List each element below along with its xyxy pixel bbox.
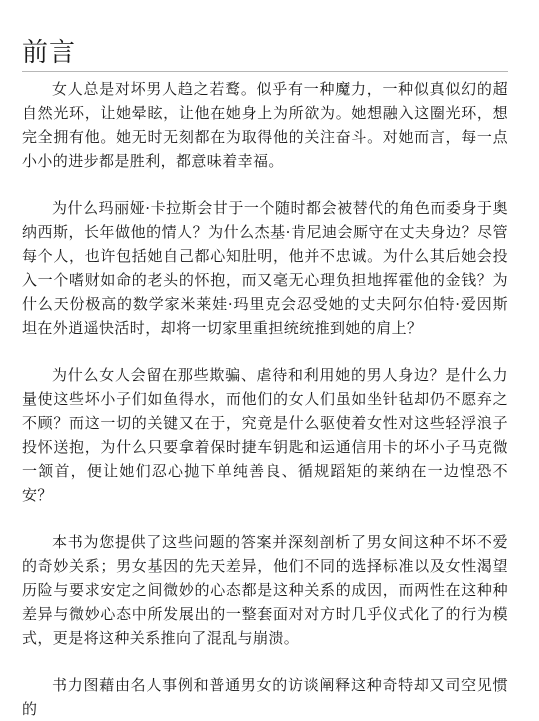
paragraph: 女人总是对坏男人趋之若鹜。似乎有一种魔力，一种似真似幻的超自然光环，让她晕眩，让他在她身上为所欲为。她想融入这圈光环，想完全拥有他。她无时无刻都在为取得他的关注奋斗。对她而言，每一点小小的进步都是胜利，都意味着幸福。 (22, 80, 508, 170)
paragraph: 书力图藉由名人事例和普通男女的访谈阐释这种奇特却又司空见惯的 (22, 676, 508, 718)
title-underline (22, 71, 508, 72)
paragraph: 为什么女人会留在那些欺骗、虐待和利用她的男人身边？是什么力量使这些坏小子们如鱼得水，而他们的女人们虽如坐针毡却仍不愿弃之不顾？而这一切的关键又在于，究竟是什么驱使着女性对这些轻浮浪子投怀送抱，为什么只要拿着保时捷车钥匙和运通信用卡的坏小子马克微一颔首，便让她们忍心抛下单纯善良、循规蹈矩的莱纳在一边惶恐不安？ (22, 366, 508, 504)
paragraph: 为什么玛丽娅·卡拉斯会甘于一个随时都会被替代的角色而委身于奥纳西斯，长年做他的情人？为什么杰基·肯尼迪会厮守在丈夫身边？尽管每个人，也许包括她自己都心知肚明，他并不忠诚。为什么其后她会投入一个嗜财如命的老头的怀抱，而又毫无心理负担地挥霍他的金钱？为什么天份极高的数学家米莱娃·玛里克会忍受她的丈夫阿尔伯特·爱因斯坦在外逍遥快活时，却将一切家里重担统统推到她的肩上？ (22, 199, 508, 337)
paragraph: 本书为您提供了这些问题的答案并深刻剖析了男女间这种不坏不爱的奇妙关系；男女基因的先天差异，他们不同的选择标准以及女性渴望历险与要求安定之间微妙的心态都是这种关系的成因，而两性在这种种差异与微妙心态中所发展出的一整套面对对方时几乎仪式化了的行为模式，更是将这种关系推向了混乱与崩溃。 (22, 533, 508, 647)
chapter-title: 前言 (22, 38, 77, 68)
chapter-body (22, 77, 508, 721)
